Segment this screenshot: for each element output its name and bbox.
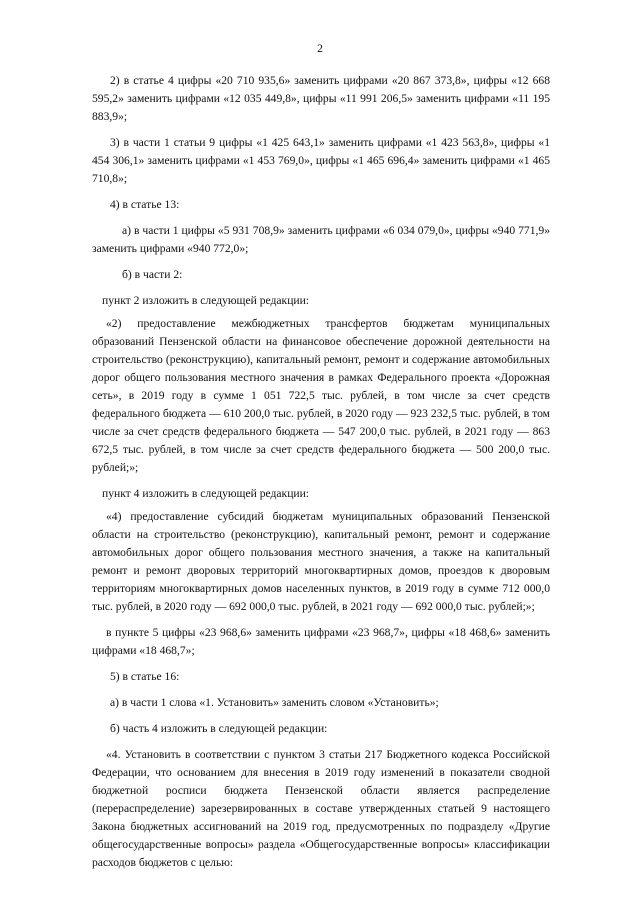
page-number: 2 — [317, 42, 323, 55]
paragraph-point-2-intro: пункт 2 изложить в следующей редакции: — [102, 294, 310, 307]
document-body — [92, 72, 550, 872]
paragraph-subitem-b: б) в части 2: — [122, 268, 183, 281]
paragraph-point-4-text: «4) предоставление субсидий бюджетам муниципальных образований Пензенской области на строительство (реконструкцию), капитальный ремонт, ремонт и содержание автомобильных дорог общего пользования местного значения, а также на капитальный ремонт и ремонт дворовых территорий многоквартирных домов, проездов к дворовым территориям многоквартирных домов населенных пунктов, в 2019 году в сумме 712 000,0 тыс. рублей, в 2020 году — 692 000,0 тыс. рублей, в 2021 году — 692 000,0 тыс. рублей;»; — [92, 510, 550, 613]
paragraph-item-4: 4) в статье 13: — [110, 198, 180, 211]
paragraph-item-2: 2) в статье 4 цифры «20 710 935,6» заменить цифрами «20 867 373,8», цифры «12 668 595,2» заменить цифрами «12 035 449,8», цифры «11 991 206,5» заменить цифрами «11 195 883,9»; — [92, 74, 550, 123]
paragraph-part-4-text: «4. Установить в соответствии с пунктом 3 статьи 217 Бюджетного кодекса Российской Федерации, что основанием для внесения в 2019 году изменений в показатели сводной бюджетной росписи бюджета Пензенской области является распределение (перераспределение) зарезервированных в составе утвержденных статьей 9 настоящего Закона бюджетных ассигнований на 2019 год, предусмотренных по подразделу «Другие общегосударственные вопросы» раздела «Общегосударственные вопросы» классификации расходов бюджетов с целью: — [92, 748, 550, 869]
paragraph-item-5: 5) в статье 16: — [110, 670, 180, 683]
paragraph-point-2-text: «2) предоставление межбюджетных трансфертов бюджетам муниципальных образований Пензенской области на финансовое обеспечение дорожной деятельности на строительство (реконструкцию), капитальный ремонт, ремонт и содержание автомобильных дорог общего пользования местного значения в рамках Федерального проекта «Дорожная сеть», в 2019 году в сумме 1 051 722,5 тыс. рублей, в том числе за счет средств федерального бюджета — 610 200,0 тыс. рублей, в 2020 году — 923 232,5 тыс. рублей, в том числе за счет средств федерального бюджета — 547 200,0 тыс. рублей, в 2021 году — 863 672,5 тыс. рублей, в том числе за счет средств федерального бюджета — 500 200,0 тыс. рублей;»; — [92, 317, 550, 474]
paragraph-point-5: в пункте 5 цифры «23 968,6» заменить цифрами «23 968,7», цифры «18 468,6» заменить цифрами «18 468,7»; — [92, 626, 550, 657]
paragraph-item-5-subitem-b: б) часть 4 изложить в следующей редакции: — [110, 722, 328, 735]
paragraph-subitem-a: а) в части 1 цифры «5 931 708,9» заменить цифрами «6 034 079,0», цифры «940 771,9» заменить цифрами «940 772,0»; — [92, 224, 550, 255]
paragraph-point-4-intro: пункт 4 изложить в следующей редакции: — [102, 487, 310, 500]
paragraph-item-5-subitem-a: а) в части 1 слова «1. Установить» заменить словом «Установить»; — [110, 696, 439, 709]
paragraph-item-3: 3) в части 1 статьи 9 цифры «1 425 643,1» заменить цифрами «1 423 563,8», цифры «1 454 306,1» заменить цифрами «1 453 769,0», цифры «1 465 696,4» заменить цифрами «1 465 710,8»; — [92, 136, 550, 185]
